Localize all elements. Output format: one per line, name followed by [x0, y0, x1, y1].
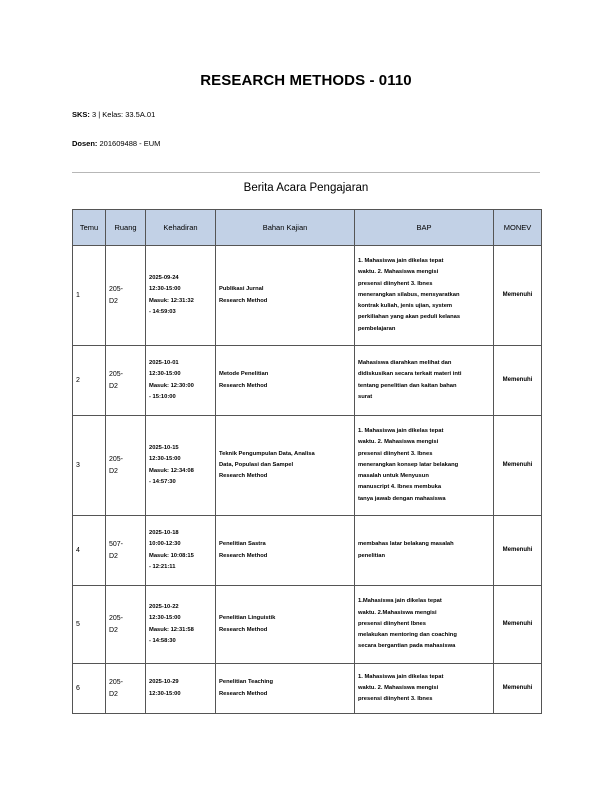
section-title: Berita Acara Pengajaran	[243, 182, 369, 194]
cell-monev: Memenuhi	[494, 246, 542, 346]
kehadiran-line: 2025-10-29	[149, 679, 179, 686]
bap-line: Mahasiswa diarahkan melihat dan	[358, 360, 452, 367]
bahan-line: Metode Penelitian	[219, 371, 269, 378]
table-row	[73, 246, 542, 346]
bahan-line: Research Method	[219, 473, 268, 480]
bap-line: presensi diinyhent Ibnes	[358, 620, 426, 627]
kehadiran-line: 12:30-15:00	[149, 456, 181, 463]
ruang-line: D2	[109, 552, 118, 560]
cell-bap	[355, 346, 494, 416]
cell-bahan-kajian	[216, 246, 355, 346]
bap-line: waktu. 2.Mahasiswa mengisi	[358, 609, 437, 616]
bap-line: 1.Mahasiswa jain dikelas tepat	[358, 598, 442, 605]
bap-line: membahas latar belakang masalah	[358, 541, 454, 548]
kehadiran-line: Masuk: 10:08:15	[149, 552, 194, 559]
dosen-value: 201609488 - EUM	[97, 139, 161, 148]
cell-bap	[355, 664, 494, 714]
sks-kelas-line	[72, 110, 155, 119]
ruang-line: D2	[109, 382, 118, 390]
bap-line: tanya jawab dengan mahasiswa	[358, 495, 446, 502]
table-row	[73, 664, 542, 714]
bahan-line: Research Method	[219, 626, 268, 633]
ruang-line: 205-	[109, 614, 124, 622]
ruang-line: D2	[109, 690, 118, 698]
bap-line: tentang penelitian dan kaitan bahan	[358, 382, 457, 389]
teaching-log-table	[72, 209, 542, 714]
cell-ruang	[106, 664, 146, 714]
bap-line: kontrak kuliah, jenis ujian, system	[358, 303, 453, 310]
kehadiran-line: 12:30-15:00	[149, 286, 181, 293]
cell-temu: 4	[73, 516, 106, 586]
kehadiran-line: - 14:57:30	[149, 478, 176, 485]
cell-temu: 5	[73, 586, 106, 664]
bap-line: waktu. 2. Mahasiswa mengisi	[358, 684, 439, 691]
bap-line: manuscript 4. Ibnes membuka	[358, 484, 442, 491]
sks-kelas-value: 3 | Kelas: 33.5A.01	[89, 110, 156, 119]
ruang-line: D2	[109, 626, 118, 634]
cell-monev: Memenuhi	[494, 586, 542, 664]
kehadiran-line: Masuk: 12:31:58	[149, 626, 194, 633]
dosen-line	[72, 139, 160, 148]
cell-monev: Memenuhi	[494, 416, 542, 516]
cell-ruang	[106, 346, 146, 416]
kehadiran-line: 12:30-15:00	[149, 690, 181, 697]
cell-bap	[355, 586, 494, 664]
kehadiran-line: - 15:10:00	[149, 393, 176, 400]
bap-line: waktu. 2. Mahasiswa mengisi	[358, 269, 439, 276]
dosen-label: Dosen:	[72, 139, 98, 148]
header-monev: MONEV	[494, 210, 542, 246]
kehadiran-line: 2025-10-15	[149, 445, 179, 452]
page-title: RESEARCH METHODS - 0110	[200, 72, 412, 89]
kehadiran-line: - 14:58:30	[149, 637, 176, 644]
bap-line: pembelajaran	[358, 325, 396, 332]
header-kehadiran: Kehadiran	[146, 210, 216, 246]
cell-kehadiran	[146, 516, 216, 586]
cell-monev: Memenuhi	[494, 664, 542, 714]
bahan-line: Publikasi Jurnal	[219, 286, 264, 293]
table-row	[73, 586, 542, 664]
bap-line: didiskusikan secara terkait materi inti	[358, 371, 462, 378]
header-bap: BAP	[355, 210, 494, 246]
cell-monev: Memenuhi	[494, 516, 542, 586]
bap-line: waktu. 2. Mahasiswa mengisi	[358, 439, 439, 446]
cell-kehadiran	[146, 246, 216, 346]
table-header-row	[73, 210, 542, 246]
bahan-line: Penelitian Linguistik	[219, 615, 276, 622]
cell-ruang	[106, 246, 146, 346]
bap-line: 1. Mahasiswa jain dikelas tepat	[358, 673, 444, 680]
cell-bahan-kajian	[216, 664, 355, 714]
ruang-line: 205-	[109, 678, 124, 686]
cell-temu: 1	[73, 246, 106, 346]
bap-line: presensi diinyhent 3. Ibnes	[358, 450, 433, 457]
cell-temu: 2	[73, 346, 106, 416]
ruang-line: 205-	[109, 370, 124, 378]
cell-monev: Memenuhi	[494, 346, 542, 416]
kehadiran-line: Masuk: 12:34:08	[149, 467, 194, 474]
kehadiran-line: Masuk: 12:31:32	[149, 297, 194, 304]
cell-ruang	[106, 416, 146, 516]
bap-line: 1. Mahasiswa jain dikelas tepat	[358, 428, 444, 435]
cell-kehadiran	[146, 346, 216, 416]
table-row	[73, 416, 542, 516]
bahan-line: Penelitian Sastra	[219, 541, 266, 548]
bap-line: 1. Mahasiswa jain dikelas tepat	[358, 258, 444, 265]
bap-line: melakukan mentoring dan coaching	[358, 632, 457, 639]
divider	[72, 172, 540, 173]
ruang-line: 205-	[109, 285, 124, 293]
kehadiran-line: 10:00-12:30	[149, 541, 181, 548]
cell-kehadiran	[146, 586, 216, 664]
bap-line: surat	[358, 393, 373, 400]
table-row	[73, 346, 542, 416]
ruang-line: D2	[109, 297, 118, 305]
bap-line: menerangkan silabus, mensyaratkan	[358, 291, 460, 298]
bahan-line: Research Method	[219, 297, 268, 304]
cell-bahan-kajian	[216, 586, 355, 664]
kehadiran-line: 2025-09-24	[149, 275, 179, 282]
ruang-line: D2	[109, 467, 118, 475]
bahan-line: Research Method	[219, 690, 268, 697]
header-bahan-kajian: Bahan Kajian	[216, 210, 355, 246]
kehadiran-line: 12:30-15:00	[149, 615, 181, 622]
cell-kehadiran	[146, 664, 216, 714]
bap-line: menerangkan konsep latar belakang	[358, 461, 459, 468]
header-temu: Temu	[73, 210, 106, 246]
kehadiran-line: 2025-10-22	[149, 604, 179, 611]
bap-line: masalah untuk Menyusun	[358, 473, 429, 480]
cell-bahan-kajian	[216, 346, 355, 416]
kehadiran-line: 12:30-15:00	[149, 371, 181, 378]
cell-temu: 3	[73, 416, 106, 516]
cell-ruang	[106, 516, 146, 586]
bap-line: presensi diinyhent 3. Ibnes	[358, 280, 433, 287]
bap-line: presensi diinyhent 3. Ibnes	[358, 696, 433, 703]
bap-line: perkiliahan yang akan peduli kelanas	[358, 314, 461, 321]
kehadiran-line: 2025-10-01	[149, 360, 179, 367]
cell-kehadiran	[146, 416, 216, 516]
kehadiran-line: - 12:21:11	[149, 563, 176, 570]
bap-line: penelitian	[358, 552, 386, 559]
table-row	[73, 516, 542, 586]
bap-line: secara bergantian pada mahasiswa	[358, 643, 456, 650]
bahan-line: Data, Populasi dan Sampel	[219, 461, 294, 468]
cell-bahan-kajian	[216, 416, 355, 516]
kehadiran-line: 2025-10-18	[149, 530, 179, 537]
sks-label: SKS:	[72, 110, 90, 119]
kehadiran-line: - 14:59:03	[149, 308, 176, 315]
header-ruang: Ruang	[106, 210, 146, 246]
cell-bap	[355, 516, 494, 586]
bahan-line: Penelitian Teaching	[219, 679, 274, 686]
ruang-line: 205-	[109, 455, 124, 463]
bahan-line: Research Method	[219, 552, 268, 559]
cell-bap	[355, 416, 494, 516]
cell-bap	[355, 246, 494, 346]
bahan-line: Research Method	[219, 382, 268, 389]
cell-temu: 6	[73, 664, 106, 714]
kehadiran-line: Masuk: 12:30:00	[149, 382, 194, 389]
ruang-line: 507-	[109, 540, 124, 548]
cell-bahan-kajian	[216, 516, 355, 586]
cell-ruang	[106, 586, 146, 664]
bahan-line: Teknik Pengumpulan Data, Analisa	[219, 450, 315, 457]
table-body	[73, 246, 542, 714]
